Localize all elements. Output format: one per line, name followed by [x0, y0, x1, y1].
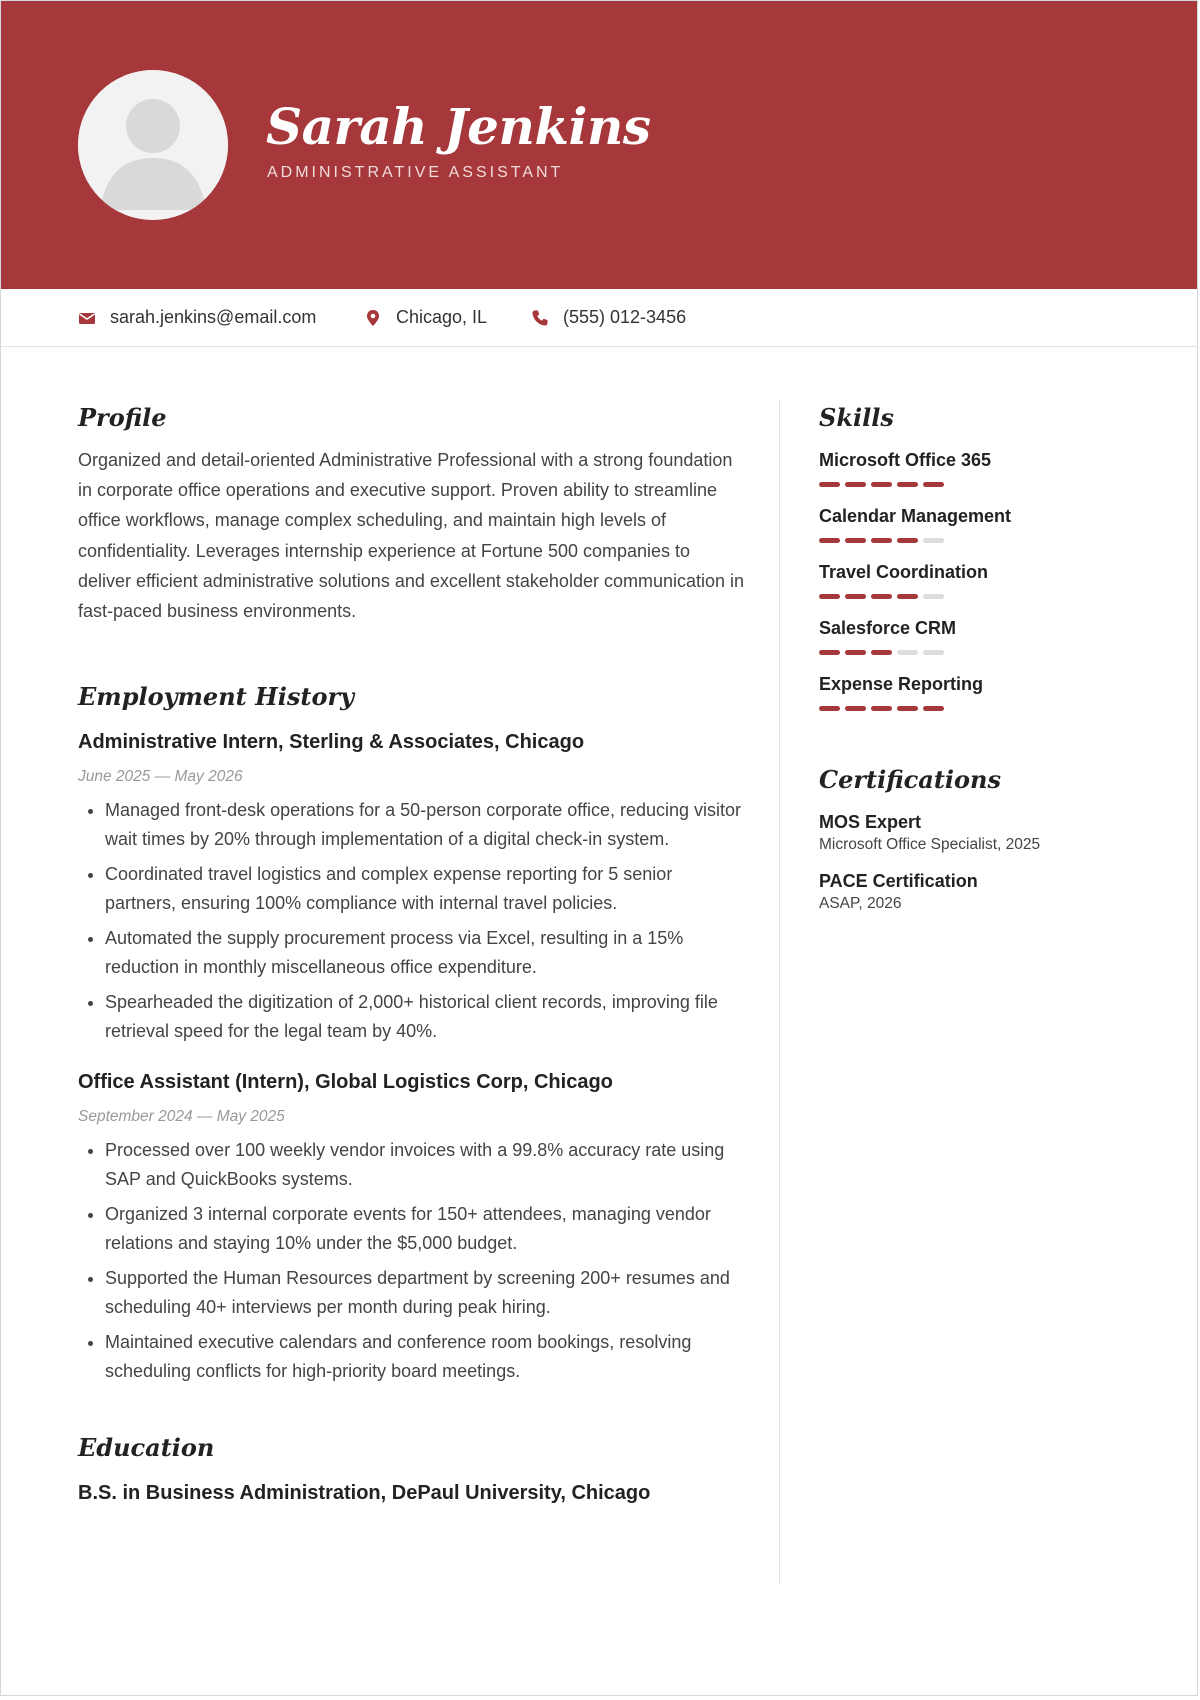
job-bullet: • Supported the Human Resources department by screening 200+ resumes and scheduling 40+ interviews per month during peak hiring. [105, 1264, 748, 1322]
certification-issuer: ASAP, 2026 [819, 895, 902, 912]
profile-summary: Organized and detail-oriented Administrative Professional with a strong foundation in corporate office operations and executive support. Proven ability to streamline office workflows, manage complex scheduling, and maintain high levels of confidentiality. Leverages internship experience at Fortune 500 companies to deliver efficient administrative solutions and excellent stakeholder communication in fast-paced business environments. [78, 450, 745, 622]
job-bullets [78, 796, 748, 1046]
skill-name: Calendar Management [819, 506, 1012, 526]
skill-level-dash-filled [871, 538, 892, 543]
employment-section [78, 680, 748, 1386]
job-bullet: • Spearheaded the digitization of 2,000+ historical client records, improving file retrieval speed for the legal team by 40%. [105, 988, 748, 1046]
certification-item [819, 809, 1159, 855]
skill-level-dash-filled [845, 482, 866, 487]
job-bullet: • Coordinated travel logistics and complex expense reporting for 5 senior partners, ensuring 100% compliance with internal travel policies. [105, 860, 748, 918]
user-silhouette-icon [78, 70, 228, 220]
skill-level-dash-filled [845, 538, 866, 543]
section-title-certifications: Certifications [819, 765, 1002, 794]
column-divider [779, 401, 780, 1585]
skill-item [819, 559, 1159, 599]
skill-level-dash-filled [845, 706, 866, 711]
certifications-section [819, 763, 1159, 914]
map-pin-icon [364, 309, 382, 327]
skill-level-dash-filled [819, 650, 840, 655]
skill-level-dash-filled [897, 538, 918, 543]
skill-level-dash-filled [923, 706, 944, 711]
main-column [78, 401, 748, 1507]
skill-level-dash-empty [923, 650, 944, 655]
skill-item [819, 615, 1159, 655]
skill-level-dash-filled [871, 594, 892, 599]
job-bullets [78, 1136, 748, 1386]
certification-name: PACE Certification [819, 871, 978, 891]
contact-phone-text: (555) 012-3456 [563, 307, 687, 327]
resume-header [1, 1, 1197, 289]
certification-item [819, 868, 1159, 914]
job-title: Administrative Intern, Sterling & Associates, Chicago [78, 731, 585, 754]
skill-item [819, 671, 1159, 711]
skills-list [819, 447, 1159, 711]
job-bullet: • Maintained executive calendars and conference room bookings, resolving scheduling conflicts for high-priority board meetings. [105, 1328, 748, 1386]
skill-item [819, 503, 1159, 543]
skill-level-dash-filled [871, 650, 892, 655]
skill-name: Travel Coordination [819, 562, 989, 582]
skill-level-dash-filled [923, 482, 944, 487]
skill-name: Expense Reporting [819, 674, 984, 694]
job-entry [78, 1068, 748, 1386]
skill-level-dash-filled [845, 650, 866, 655]
avatar [78, 70, 228, 220]
skill-level-dash-filled [897, 482, 918, 487]
skill-level-dash-filled [819, 538, 840, 543]
contact-email[interactable] [78, 307, 316, 328]
job-bullet: • Managed front-desk operations for a 50-person corporate office, reducing visitor wait times by 20% through implementation of a digital check-in system. [105, 796, 748, 854]
education-section [78, 1431, 748, 1507]
certification-issuer: Microsoft Office Specialist, 2025 [819, 836, 1041, 853]
job-title: Office Assistant (Intern), Global Logistics Corp, Chicago [78, 1071, 613, 1094]
sidebar-column [819, 401, 1159, 914]
contact-bar [1, 289, 1197, 347]
contact-email-text: sarah.jenkins@email.com [110, 307, 317, 327]
job-entry [78, 728, 748, 1046]
skill-level-meter [819, 482, 1159, 487]
contact-location [364, 307, 487, 328]
skill-level-meter [819, 706, 1159, 711]
section-title-education: Education [78, 1433, 215, 1463]
job-dates: June 2025 — May 2026 [78, 768, 243, 786]
section-title-skills: Skills [819, 403, 894, 432]
skill-level-dash-filled [845, 594, 866, 599]
skill-level-dash-filled [819, 594, 840, 599]
candidate-name: Sarah Jenkins [266, 97, 651, 156]
section-title-profile: Profile [78, 403, 167, 432]
job-bullet: • Organized 3 internal corporate events for 150+ attendees, managing vendor relations and staying 10% under the $5,000 budget. [105, 1200, 748, 1258]
skill-level-dash-filled [819, 706, 840, 711]
skill-level-dash-filled [897, 594, 918, 599]
phone-icon [531, 309, 549, 327]
skill-name: Salesforce CRM [819, 618, 957, 638]
skill-level-dash-empty [923, 538, 944, 543]
job-dates: September 2024 — May 2025 [78, 1108, 285, 1126]
skill-level-meter [819, 594, 1159, 599]
skill-level-dash-empty [923, 594, 944, 599]
contact-location-text: Chicago, IL [396, 307, 488, 327]
job-bullet: • Automated the supply procurement process via Excel, resulting in a 15% reduction in monthly miscellaneous office expenditure. [105, 924, 748, 982]
skill-name: Microsoft Office 365 [819, 450, 992, 470]
skill-item [819, 447, 1159, 487]
job-bullet: • Processed over 100 weekly vendor invoices with a 99.8% accuracy rate using SAP and QuickBooks systems. [105, 1136, 748, 1194]
skill-level-dash-filled [897, 706, 918, 711]
section-title-employment: Employment History [78, 682, 355, 712]
skill-level-meter [819, 538, 1159, 543]
profile-section [78, 401, 748, 626]
candidate-title: ADMINISTRATIVE ASSISTANT [267, 164, 564, 181]
skill-level-dash-filled [871, 482, 892, 487]
education-degree: B.S. in Business Administration, DePaul University, Chicago [78, 1482, 651, 1505]
skills-section [819, 401, 1159, 711]
certification-name: MOS Expert [819, 812, 922, 832]
contact-phone[interactable] [531, 307, 686, 328]
skill-level-dash-filled [819, 482, 840, 487]
skill-level-dash-empty [897, 650, 918, 655]
skill-level-meter [819, 650, 1159, 655]
envelope-icon [78, 309, 96, 327]
skill-level-dash-filled [871, 706, 892, 711]
